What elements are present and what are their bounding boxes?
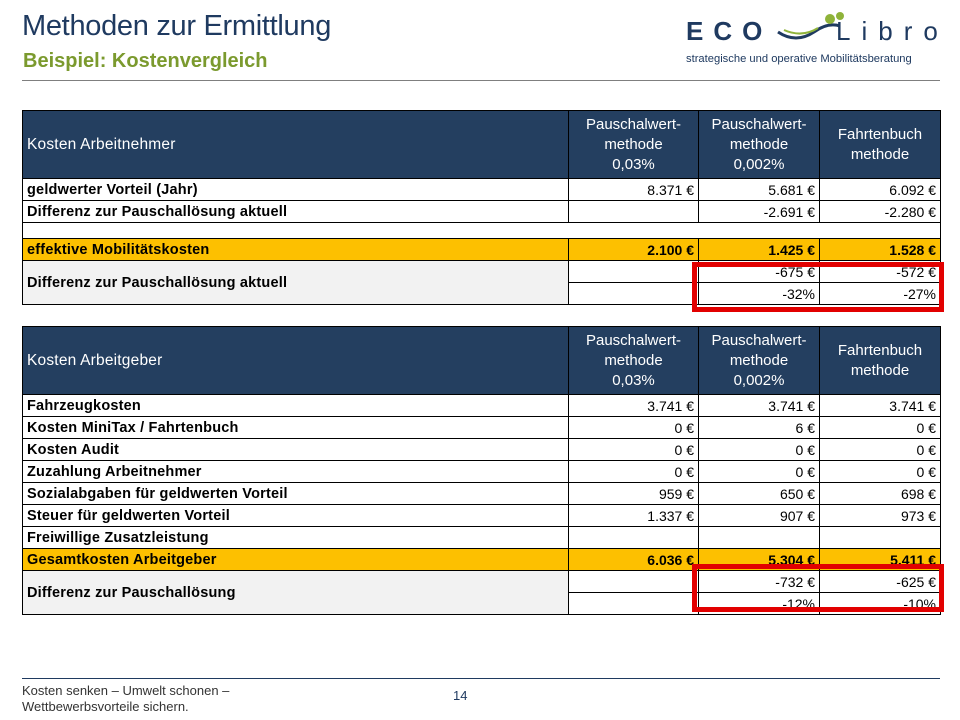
- table-row: Differenz zur Pauschallösung aktuell -2.691 € -2.280 €: [23, 201, 941, 223]
- col-header-pauschal-0002: Pauschalwert- methode 0,002%: [699, 111, 820, 179]
- red-highlight-box-employee: [692, 262, 944, 312]
- logo-tagline: strategische und operative Mobilitätsberatung: [686, 53, 912, 65]
- employer-table-header: [23, 327, 941, 395]
- logo-libro-text: Libro: [836, 16, 949, 46]
- eco-libro-logo: [686, 8, 949, 70]
- col-header-pauschal-0002: Pauschalwert- methode 0,002%: [699, 327, 820, 395]
- header-divider: [22, 80, 940, 81]
- employee-table-header: [23, 111, 941, 179]
- red-highlight-box-employer: [692, 564, 944, 612]
- footer-divider: [22, 678, 940, 679]
- diff-row-percent: -32% -27%: [23, 283, 941, 305]
- col-header-fahrtenbuch: Fahrtenbuch methode: [820, 327, 941, 395]
- page-subtitle: Beispiel: Kostenvergleich: [23, 50, 268, 72]
- table-row: Freiwillige Zusatzleistung: [23, 527, 941, 549]
- employee-table-title: Kosten Arbeitnehmer: [23, 111, 569, 179]
- col-header-pauschal-003: Pauschalwert- methode 0,03%: [569, 327, 699, 395]
- col-header-pauschal-003: Pauschalwert- methode 0,03%: [569, 111, 699, 179]
- diff-row-percent: -12% -10%: [23, 593, 941, 615]
- highlight-row: effektive Mobilitätskosten 2.100 € 1.425 € 1.528 €: [23, 239, 941, 261]
- table-row: Zuzahlung Arbeitnehmer 0 € 0 € 0 €: [23, 461, 941, 483]
- table-row: Sozialabgaben für geldwerten Vorteil 959 € 650 € 698 €: [23, 483, 941, 505]
- logo-eco-text: ECO: [686, 16, 773, 46]
- diff-row-absolute: Differenz zur Pauschallösung -732 € -625 €: [23, 571, 941, 593]
- footer-slogan: Kosten senken – Umwelt schonen – Wettbewerbsvorteile sichern.: [22, 683, 230, 714]
- table-row: Kosten MiniTax / Fahrtenbuch 0 € 6 € 0 €: [23, 417, 941, 439]
- page-number: 14: [453, 688, 468, 703]
- employer-table-title: Kosten Arbeitgeber: [23, 327, 569, 395]
- table-row: Kosten Audit 0 € 0 € 0 €: [23, 439, 941, 461]
- spacer-row: [23, 223, 941, 239]
- table-row: Fahrzeugkosten 3.741 € 3.741 € 3.741 €: [23, 395, 941, 417]
- col-header-fahrtenbuch: Fahrtenbuch methode: [820, 111, 941, 179]
- highlight-row: Gesamtkosten Arbeitgeber 6.036 € 5.304 € 5.411 €: [23, 549, 941, 571]
- table-row: Steuer für geldwerten Vorteil 1.337 € 907 € 973 €: [23, 505, 941, 527]
- page-title: Methoden zur Ermittlung: [22, 10, 332, 42]
- table-row: geldwerter Vorteil (Jahr) 8.371 € 5.681 € 6.092 €: [23, 179, 941, 201]
- diff-row-absolute: Differenz zur Pauschallösung aktuell -675 € -572 €: [23, 261, 941, 283]
